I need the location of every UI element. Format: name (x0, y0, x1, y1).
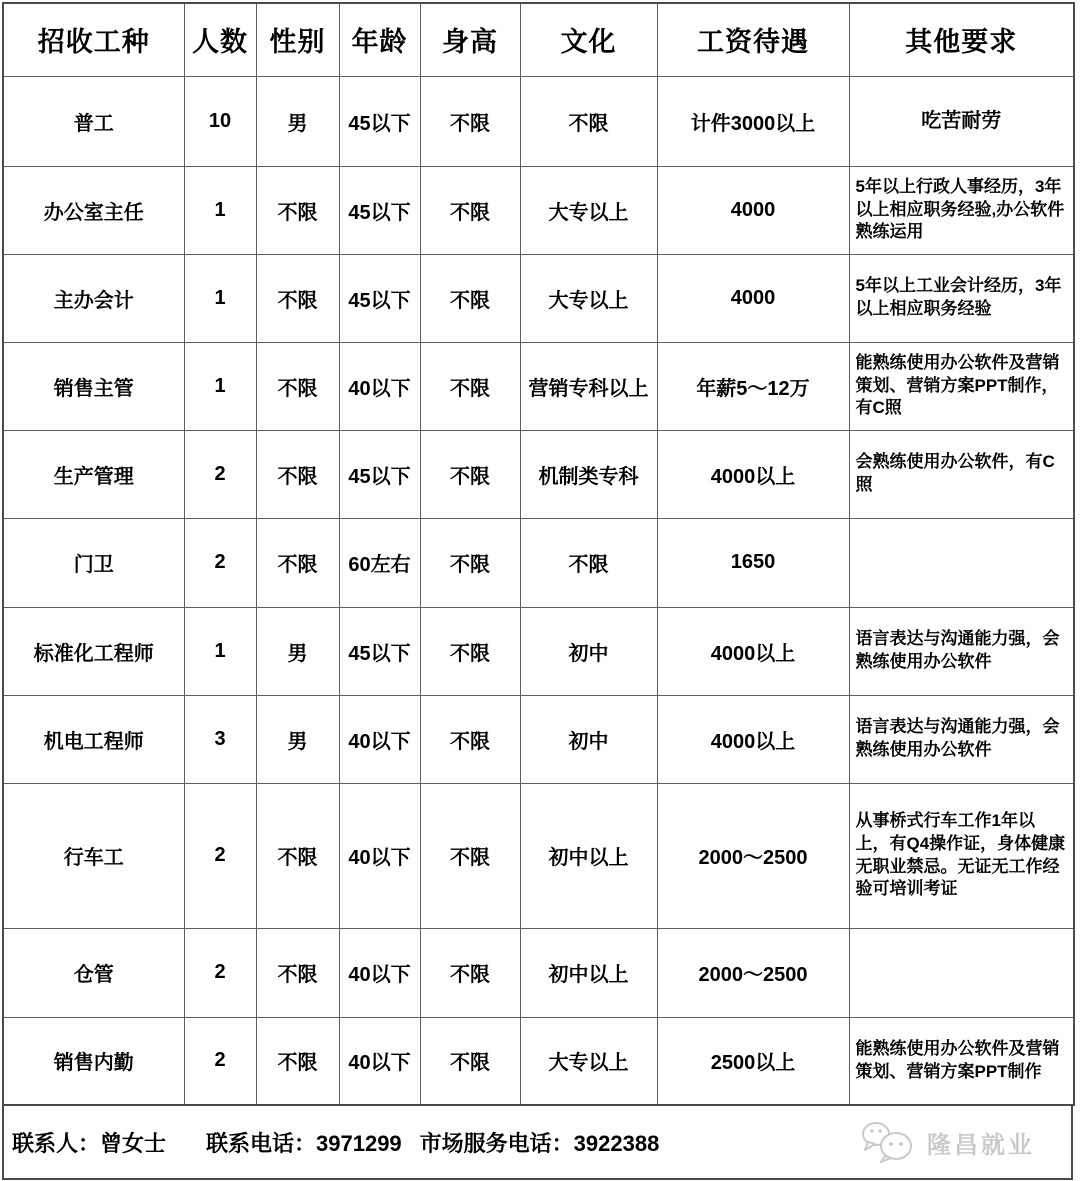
cell-salary: 4000 (657, 166, 849, 254)
cell-gender: 不限 (256, 928, 339, 1017)
cell-salary: 1650 (657, 518, 849, 607)
header-height: 身高 (420, 3, 520, 76)
cell-job: 办公室主任 (3, 166, 184, 254)
cell-job: 标准化工程师 (3, 607, 184, 695)
cell-salary: 4000以上 (657, 607, 849, 695)
cell-age: 45以下 (339, 430, 420, 518)
cell-salary: 2000～2500 (657, 928, 849, 1017)
cell-height: 不限 (420, 695, 520, 783)
cell-other (849, 928, 1074, 1017)
cell-gender: 不限 (256, 254, 339, 342)
cell-height: 不限 (420, 430, 520, 518)
cell-job: 门卫 (3, 518, 184, 607)
cell-education: 初中 (520, 607, 657, 695)
cell-education: 不限 (520, 518, 657, 607)
cell-education: 初中以上 (520, 928, 657, 1017)
service-phone: 市场服务电话：3922388 (419, 1130, 660, 1156)
table-row (3, 342, 1074, 430)
cell-count: 2 (184, 430, 256, 518)
header-gender: 性别 (256, 3, 339, 76)
cell-job: 生产管理 (3, 430, 184, 518)
cell-height: 不限 (420, 76, 520, 166)
cell-education: 初中 (520, 695, 657, 783)
cell-other: 会熟练使用办公软件，有C照 (849, 430, 1074, 518)
cell-education: 初中以上 (520, 783, 657, 928)
table-row (3, 166, 1074, 254)
contact-person: 联系人：曾女士 (12, 1130, 167, 1156)
table-row (3, 1017, 1074, 1105)
cell-count: 10 (184, 76, 256, 166)
cell-height: 不限 (420, 607, 520, 695)
cell-height: 不限 (420, 928, 520, 1017)
cell-age: 40以下 (339, 342, 420, 430)
cell-other: 能熟练使用办公软件及营销策划、营销方案PPT制作 (849, 1017, 1074, 1105)
cell-gender: 不限 (256, 166, 339, 254)
cell-age: 45以下 (339, 166, 420, 254)
cell-salary: 2000～2500 (657, 783, 849, 928)
cell-height: 不限 (420, 342, 520, 430)
cell-education: 大专以上 (520, 254, 657, 342)
cell-height: 不限 (420, 166, 520, 254)
table-row (3, 76, 1074, 166)
cell-age: 45以下 (339, 254, 420, 342)
table-row (3, 607, 1074, 695)
cell-salary: 4000以上 (657, 695, 849, 783)
table-row (3, 783, 1074, 928)
cell-age: 40以下 (339, 1017, 420, 1105)
cell-job: 销售主管 (3, 342, 184, 430)
cell-education: 大专以上 (520, 166, 657, 254)
cell-other: 5年以上行政人事经历，3年以上相应职务经验,办公软件熟练运用 (849, 166, 1074, 254)
cell-count: 1 (184, 342, 256, 430)
cell-job: 行车工 (3, 783, 184, 928)
cell-gender: 不限 (256, 1017, 339, 1105)
cell-gender: 不限 (256, 342, 339, 430)
table-row (3, 254, 1074, 342)
cell-job: 仓管 (3, 928, 184, 1017)
header-count: 人数 (184, 3, 256, 76)
cell-job: 主办会计 (3, 254, 184, 342)
table-row (3, 430, 1074, 518)
cell-gender: 不限 (256, 430, 339, 518)
cell-salary: 2500以上 (657, 1017, 849, 1105)
cell-job: 普工 (3, 76, 184, 166)
cell-other: 语言表达与沟通能力强，会熟练使用办公软件 (849, 695, 1074, 783)
cell-count: 1 (184, 254, 256, 342)
cell-other (849, 518, 1074, 607)
cell-age: 40以下 (339, 928, 420, 1017)
cell-height: 不限 (420, 518, 520, 607)
cell-height: 不限 (420, 1017, 520, 1105)
cell-gender: 男 (256, 76, 339, 166)
cell-age: 40以下 (339, 783, 420, 928)
wechat-watermark (861, 1121, 1035, 1163)
cell-education: 营销专科以上 (520, 342, 657, 430)
header-salary: 工资待遇 (657, 3, 849, 76)
cell-count: 2 (184, 518, 256, 607)
cell-other: 5年以上工业会计经历，3年以上相应职务经验 (849, 254, 1074, 342)
cell-salary: 计件3000以上 (657, 76, 849, 166)
table-row (3, 695, 1074, 783)
header-education: 文化 (520, 3, 657, 76)
cell-count: 2 (184, 783, 256, 928)
cell-age: 45以下 (339, 607, 420, 695)
cell-count: 1 (184, 607, 256, 695)
cell-salary: 年薪5～12万 (657, 342, 849, 430)
header-job: 招收工种 (3, 3, 184, 76)
cell-count: 1 (184, 166, 256, 254)
cell-job: 销售内勤 (3, 1017, 184, 1105)
table-row (3, 928, 1074, 1017)
cell-count: 2 (184, 1017, 256, 1105)
cell-job: 机电工程师 (3, 695, 184, 783)
cell-age: 60左右 (339, 518, 420, 607)
table-header (3, 3, 1074, 76)
cell-education: 机制类专科 (520, 430, 657, 518)
cell-other: 从事桥式行车工作1年以上，有Q4操作证，身体健康无职业禁忌。无证无工作经验可培训考证 (849, 783, 1074, 928)
cell-age: 40以下 (339, 695, 420, 783)
table-body (3, 76, 1074, 1105)
cell-gender: 男 (256, 607, 339, 695)
recruitment-table (2, 2, 1075, 1106)
table-row (3, 518, 1074, 607)
cell-other: 能熟练使用办公软件及营销策划、营销方案PPT制作，有C照 (849, 342, 1074, 430)
cell-other: 语言表达与沟通能力强，会熟练使用办公软件 (849, 607, 1074, 695)
contact-phone: 联系电话：3971299 (206, 1130, 402, 1156)
contact-footer (2, 1106, 1073, 1180)
cell-count: 2 (184, 928, 256, 1017)
cell-gender: 不限 (256, 783, 339, 928)
cell-salary: 4000 (657, 254, 849, 342)
cell-height: 不限 (420, 254, 520, 342)
cell-height: 不限 (420, 783, 520, 928)
cell-salary: 4000以上 (657, 430, 849, 518)
header-other: 其他要求 (849, 3, 1074, 76)
header-age: 年龄 (339, 3, 420, 76)
cell-gender: 男 (256, 695, 339, 783)
cell-education: 大专以上 (520, 1017, 657, 1105)
cell-education: 不限 (520, 76, 657, 166)
cell-other: 吃苦耐劳 (849, 76, 1074, 166)
cell-count: 3 (184, 695, 256, 783)
cell-age: 45以下 (339, 76, 420, 166)
cell-gender: 不限 (256, 518, 339, 607)
header-row (3, 3, 1074, 76)
wechat-icon (861, 1121, 917, 1163)
watermark-text: 隆昌就业 (927, 1131, 1035, 1159)
contact-info (4, 1127, 659, 1158)
